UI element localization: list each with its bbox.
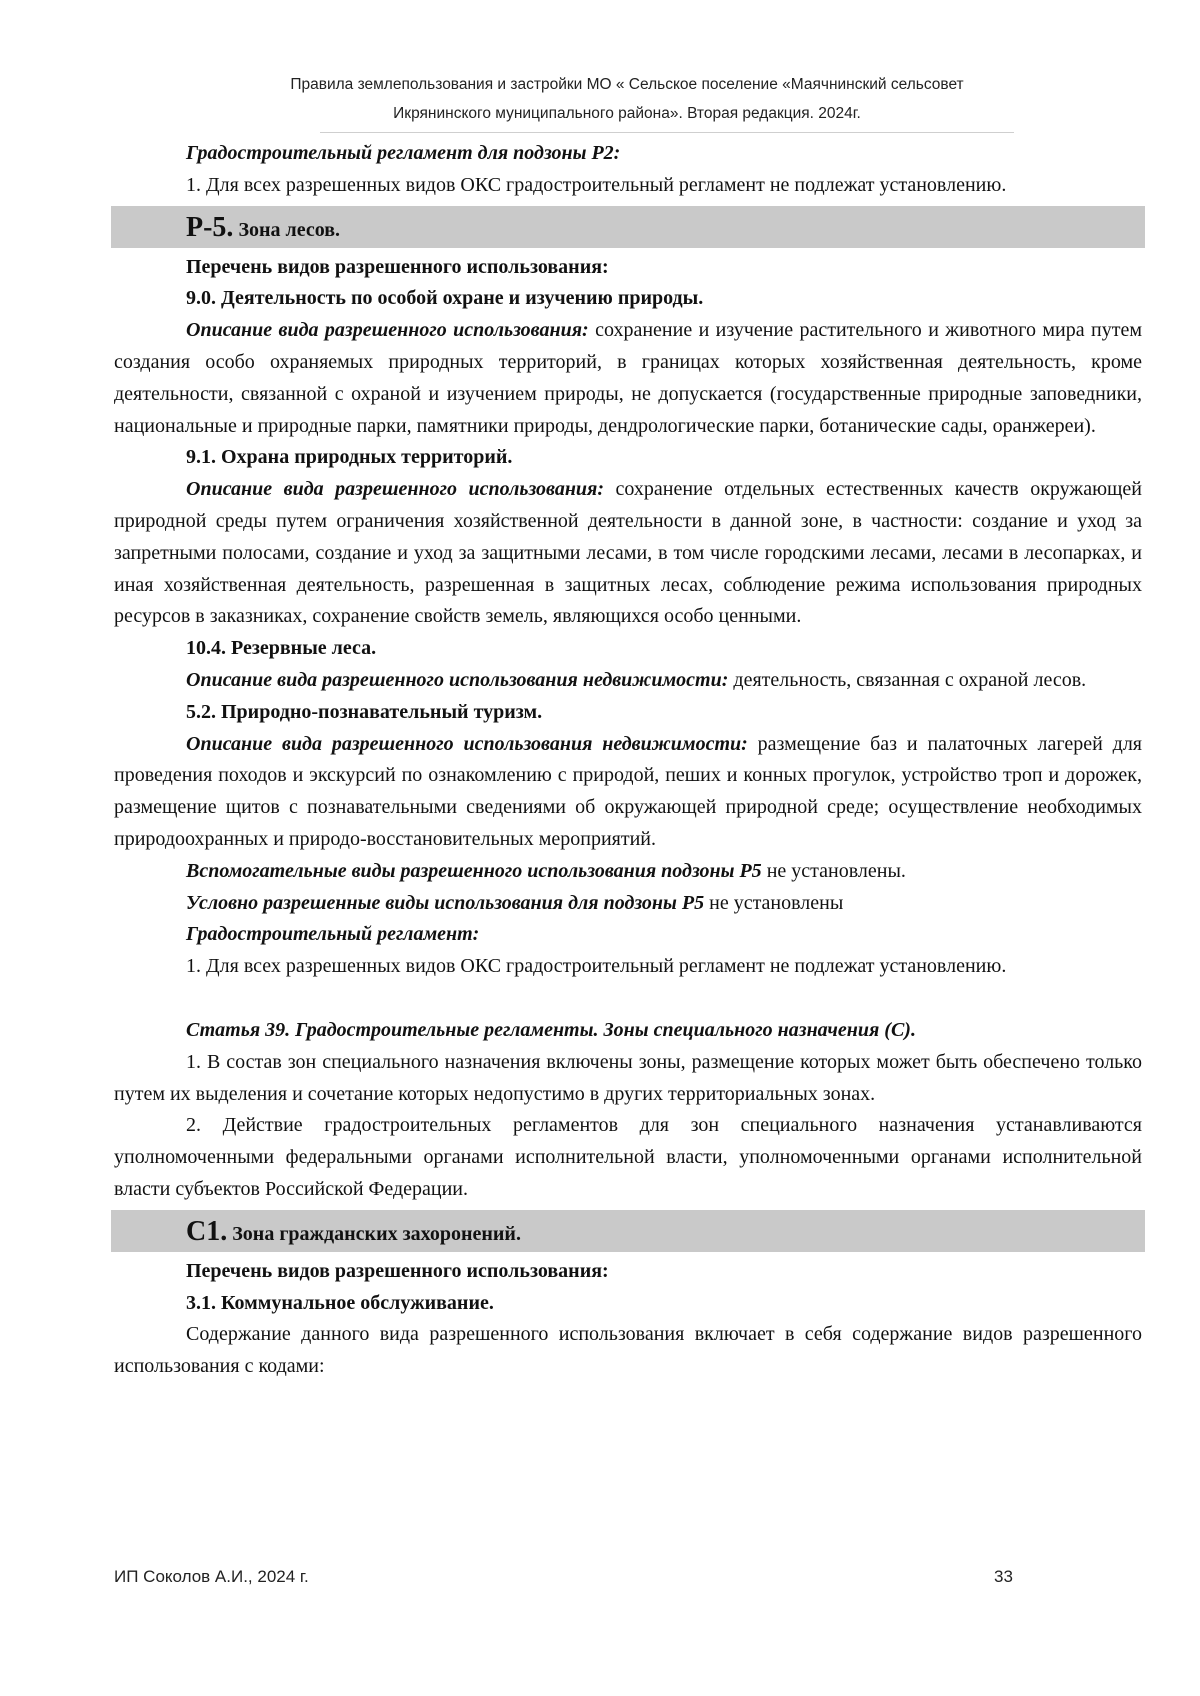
zone-name: Зона гражданских захоронений. bbox=[232, 1222, 521, 1245]
conditional-uses-value: не установлены bbox=[704, 891, 844, 914]
spacer bbox=[114, 983, 1142, 1015]
regulation-heading: Градостроительный регламент: bbox=[186, 923, 480, 946]
zone-code: Р-5. bbox=[186, 211, 234, 243]
use-content-text: Содержание данного вида разрешенного использования включает в себя содержание видов разрешенного использования с кодами: bbox=[114, 1323, 1142, 1378]
use-description-text: деятельность, связанная с охраной лесов. bbox=[728, 668, 1087, 691]
regulation-item: 1. Для всех разрешенных видов ОКС градостроительный регламент не подлежат установлению. bbox=[186, 955, 1007, 978]
auxiliary-uses-label: Вспомогательные виды разрешенного использования подзоны Р5 bbox=[186, 859, 762, 882]
use-description bbox=[114, 474, 1142, 633]
zone-banner-p5 bbox=[111, 206, 1145, 248]
p2-regulation-item: 1. Для всех разрешенных видов ОКС градостроительный регламент не подлежат установлению. bbox=[186, 173, 1007, 196]
footer-author: ИП Соколов А.И., 2024 г. bbox=[114, 1567, 309, 1586]
zone-banner-c1 bbox=[111, 1210, 1145, 1252]
use-description bbox=[114, 729, 1142, 856]
auxiliary-uses bbox=[114, 856, 1142, 888]
use-description-label: Описание вида разрешенного использования недвижимости: bbox=[186, 732, 748, 755]
auxiliary-uses-value: не установлены. bbox=[761, 859, 906, 882]
zone-name: Зона лесов. bbox=[238, 218, 341, 241]
use-description-text: сохранение отдельных естественных качеств окружающей природной среды путем ограничения хозяйственной деятельности в данной зоне, в частности: создание и уход за запретными полосами, создание и уход за защитными лесами, в том числе городскими лесами, лесами в лесопарках, и иная хозяйственная деятельность, разрешенная в защитных лесах, соблюдение режима использования природных ресурсов в заказниках, сохранение свойств земель, являющихся особо ценными. bbox=[114, 478, 1142, 628]
document-body bbox=[114, 138, 1142, 1383]
use-description-label: Описание вида разрешенного использования: bbox=[186, 319, 589, 342]
page-header bbox=[0, 70, 1200, 128]
header-divider bbox=[320, 132, 1014, 133]
use-title: 9.1. Охрана природных территорий. bbox=[186, 446, 513, 469]
use-description-text: размещение баз и палаточных лагерей для проведения походов и экскурсий по ознакомлению с природой, пеших и конных прогулок, устройство троп и дорожек, размещение щитов с познавательными сведениями об окружающей природной среде; осуществление необходимых природоохранных и природо-восстановительных мероприятий. bbox=[114, 732, 1143, 850]
use-description-label: Описание вида разрешенного использования: bbox=[186, 478, 605, 501]
use-description-label: Описание вида разрешенного использования недвижимости: bbox=[186, 668, 729, 691]
uses-list-heading: Перечень видов разрешенного использования: bbox=[186, 1259, 609, 1282]
use-title: 9.0. Деятельность по особой охране и изучению природы. bbox=[186, 287, 704, 310]
p2-regulation-heading: Градостроительный регламент для подзоны Р2: bbox=[186, 142, 621, 164]
use-title: 10.4. Резервные леса. bbox=[186, 637, 377, 660]
use-title: 3.1. Коммунальное обслуживание. bbox=[186, 1291, 494, 1314]
page-footer bbox=[114, 1567, 1014, 1587]
article-39-paragraph-1: 1. В состав зон специального назначения включены зоны, размещение которых может быть обеспечено только путем их выделения и сочетание которых недопустимо в других территориальных зонах. bbox=[114, 1050, 1142, 1105]
article-39-paragraph-2: 2. Действие градостроительных регламентов для зон специального назначения устанавливаются уполномоченными федеральными органами исполнительной власти, уполномоченными органами исполнительной власти субъектов Российской Федерации. bbox=[114, 1114, 1142, 1200]
use-description-text: сохранение и изучение растительного и животного мира путем создания особо охраняемых природных территорий, в границах которых хозяйственная деятельность, кроме деятельности, связанной с охраной и изучением природы, не допускается (государственные природные заповедники, национальные и природные парки, памятники природы, дендрологические парки, ботанические сады, оранжереи). bbox=[114, 319, 1143, 437]
use-description bbox=[114, 665, 1142, 697]
use-title: 5.2. Природно-познавательный туризм. bbox=[186, 700, 543, 723]
article-39-heading: Статья 39. Градостроительные регламенты. Зоны специального назначения (С). bbox=[186, 1018, 916, 1041]
uses-list-heading: Перечень видов разрешенного использования: bbox=[186, 255, 609, 278]
conditional-uses bbox=[114, 888, 1142, 920]
header-line-2: Икрянинского муниципального района». Вторая редакция. 2024г. bbox=[393, 105, 861, 122]
use-description bbox=[114, 315, 1142, 442]
header-line-1: Правила землепользования и застройки МО « Сельское поселение «Маячнинский сельсовет bbox=[290, 76, 964, 93]
conditional-uses-label: Условно разрешенные виды использования для подзоны Р5 bbox=[186, 891, 705, 914]
page-number: 33 bbox=[994, 1567, 1013, 1586]
zone-code: С1. bbox=[186, 1215, 228, 1247]
